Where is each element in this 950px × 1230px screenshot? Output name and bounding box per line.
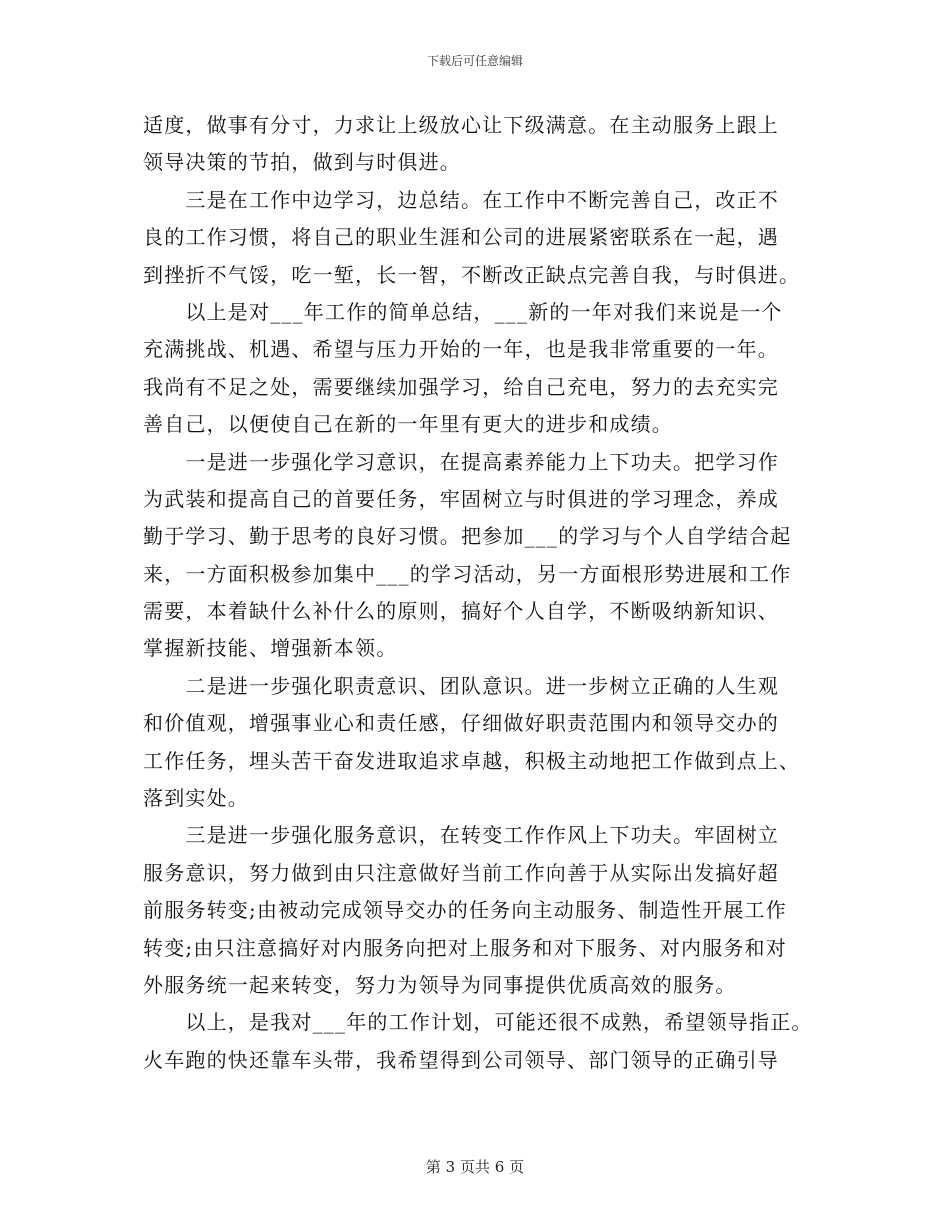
text-line: 转变;由只注意搞好对内服务向把对上服务和对下服务、对内服务和对 (143, 935, 787, 960)
text-line: 落到实处。 (143, 786, 249, 811)
text-line: 领导决策的节拍，做到与时俱进。 (143, 150, 461, 175)
text-line: 充满挑战、机遇、希望与压力开始的一年，也是我非常重要的一年。 (143, 337, 779, 362)
text-line: 到挫折不气馁，吃一堑，长一智，不断改正缺点完善自我，与时俱进。 (143, 262, 801, 287)
text-line: 善自己，以便使自己在新的一年里有更大的进步和成绩。 (143, 412, 673, 437)
text-line: 三是在工作中边学习，边总结。在工作中不断完善自己，改正不 (143, 187, 779, 212)
text-line: 以上是对___年工作的简单总结，___新的一年对我们来说是一个 (143, 299, 783, 324)
text-line: 前服务转变;由被动完成领导交办的任务向主动服务、制造性开展工作 (143, 898, 787, 923)
text-line: 适度，做事有分寸，力求让上级放心让下级满意。在主动服务上跟上 (143, 113, 779, 137)
text-line: 来，一方面积极参加集中___的学习活动，另一方面根形势进展和工作 (143, 561, 792, 586)
text-line: 和价值观，增强事业心和责任感，仔细做好职责范围内和领导交办的 (143, 711, 779, 736)
page-footer: 第 3 页共 6 页 (425, 1158, 525, 1176)
text-line: 需要，本着缺什么补什么的原则，搞好个人自学，不断吸纳新知识、 (143, 599, 779, 624)
text-line: 一是进一步强化学习意识，在提高素养能力上下功夫。把学习作 (143, 449, 779, 474)
text-line: 我尚有不足之处，需要继续加强学习，给自己充电，努力的去充实完 (143, 374, 779, 399)
text-line: 良的工作习惯，将自己的职业生涯和公司的进展紧密联系在一起，遇 (143, 225, 779, 250)
text-line: 以上，是我对___年的工作计划，可能还很不成熟，希望领导指正。 (143, 1010, 813, 1035)
document-body (143, 107, 823, 1079)
text-line: 三是进一步强化服务意识，在转变工作作风上下功夫。牢固树立 (143, 823, 779, 848)
text-line: 掌握新技能、增强新本领。 (143, 636, 398, 661)
page-header: 下载后可任意编辑 (426, 54, 523, 68)
text-line: 服务意识，努力做到由只注意做好当前工作向善于从实际出发搞好超 (143, 860, 779, 885)
text-line: 外服务统一起来转变，努力为领导为同事提供优质高效的服务。 (143, 972, 737, 997)
text-line: 工作任务，埋头苦干奋发进取追求卓越，积极主动地把工作做到点上、 (143, 748, 801, 773)
text-line: 为武装和提高自己的首要任务，牢固树立与时俱进的学习理念，养成 (143, 486, 779, 511)
text-line: 勤于学习、勤于思考的良好习惯。把参加___的学习与个人自学结合起 (143, 524, 792, 549)
text-line: 二是进一步强化职责意识、团队意识。进一步树立正确的人生观 (143, 673, 779, 698)
text-line: 火车跑的快还靠车头带，我希望得到公司领导、部门领导的正确引导 (143, 1047, 779, 1072)
